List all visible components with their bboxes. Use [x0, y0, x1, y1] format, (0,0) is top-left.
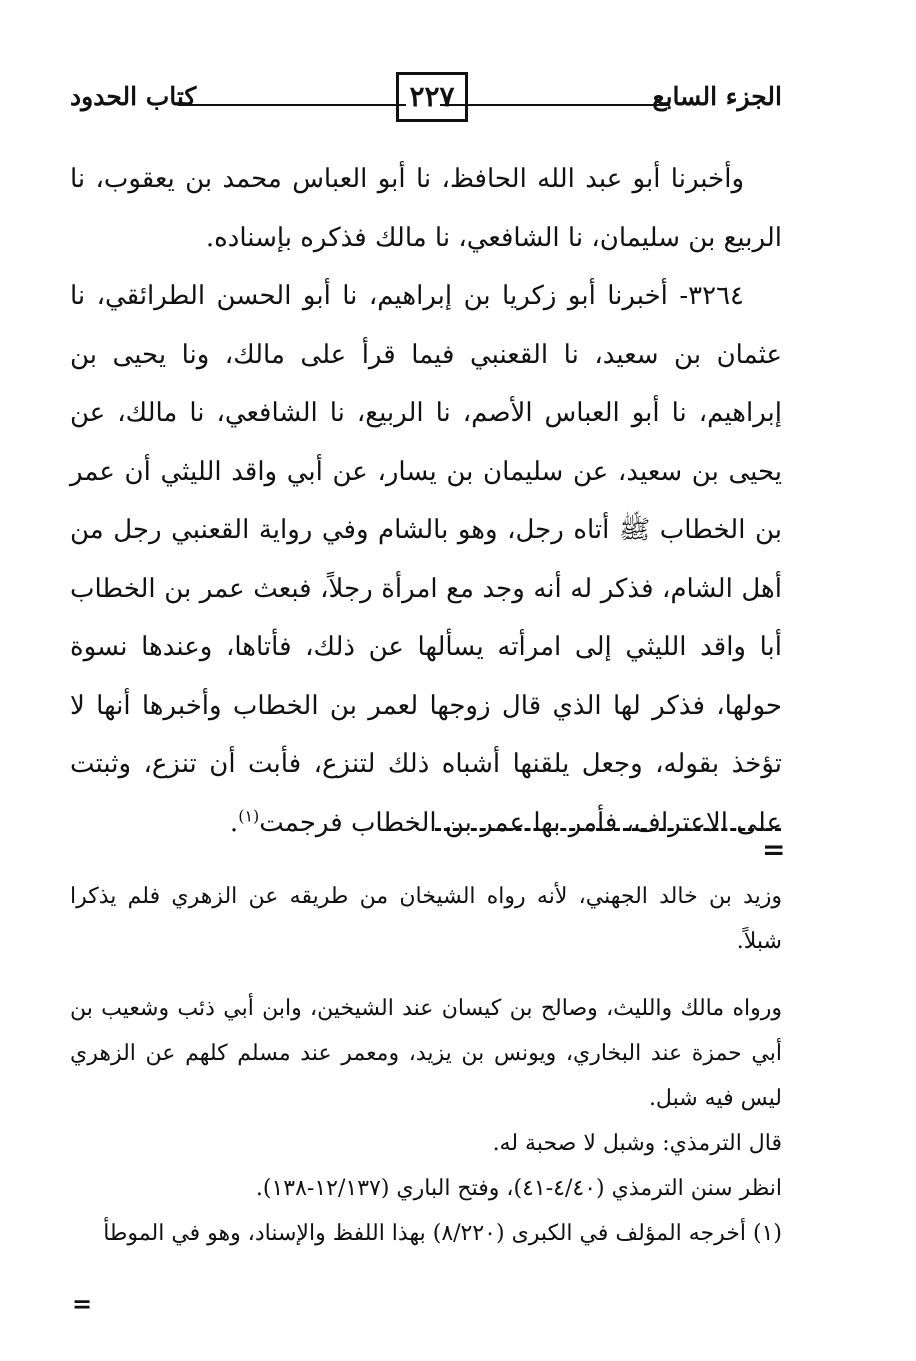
paragraph-2-text: ٣٢٦٤- أخبرنا أبو زكريا بن إبراهيم، نا أبو الحسن الطرائقي، نا عثمان بن سعيد، نا القعنبي فيما قرأ على مالك، ونا يحيى بن إبراهيم، نا أبو العباس الأصم، نا الربيع، نا الشافعي، نا مالك، عن يحيى بن سعيد، عن سليمان بن يسار، عن أبي واقد الليثي أن عمر بن الخطاب ﷺ أتاه رجل، وهو بالشام وفي رواية القعنبي رجل من أهل الشام، فذكر له أنه وجد مع امرأة رجلاً، فبعث عمر بن الخطاب أبا واقد الليثي إلى امرأته يسألها عن ذلك، فأتاها، وعندها نسوة حولها، فذكر لها الذي قال زوجها لعمر بن الخطاب وأخبرها أنها لا تؤخذ بقوله، وجعل يلقنها أشباه ذلك لتنزع، فأبت أن تنزع، وثبتت على الاعتراف، فأمر بها عمر بن الخطاب فرجمت	[70, 281, 782, 838]
continuation-mark-bottom: =	[72, 1289, 93, 1318]
book-title: كتاب الحدود	[70, 82, 197, 111]
continuation-mark: =	[762, 833, 786, 866]
running-header	[70, 72, 782, 124]
note-continuation-2: ورواه مالك والليث، وصالح بن كيسان عند الشيخين، وابن أبي ذئب وشعيب بن أبي حمزة عند البخاري، ويونس بن يزيد، ومعمر عند مسلم كلهم عن الزهري ليس فيه شبل.	[70, 996, 782, 1111]
main-text	[70, 150, 782, 852]
header-rule-left	[178, 104, 406, 106]
paragraph-2: ٣٢٦٤- أخبرنا أبو زكريا بن إبراهيم، نا أبو الحسن الطرائقي، نا عثمان بن سعيد، نا القعنبي فيما قرأ على مالك، ونا يحيى بن إبراهيم، نا أبو العباس الأصم، نا الربيع، نا الشافعي، نا مالك، عن يحيى بن سعيد، عن سليمان بن يسار، عن أبي واقد الليثي أن عمر بن الخطاب ﷺ أتاه رجل، وهو بالشام وفي رواية القعنبي رجل من أهل الشام، فذكر له أنه وجد مع امرأة رجلاً، فبعث عمر بن الخطاب أبا واقد الليثي إلى امرأته يسألها عن ذلك، فأتاها، وعندها نسوة حولها، فذكر لها الذي قال زوجها لعمر بن الخطاب وأخبرها أنها لا تؤخذ بقوله، وجعل يلقنها أشباه ذلك لتنزع، فأبت أن تنزع، وثبتت على الاعتراف، فأمر بها عمر بن الخطاب فرجمت$^{(١)}$.	[70, 281, 782, 838]
footnote-ref: (١)	[238, 805, 260, 825]
note-continuation-3: قال الترمذي: وشبل لا صحبة له.	[492, 1131, 782, 1156]
volume-title: الجزء السابع	[652, 82, 782, 111]
footnotes	[70, 874, 782, 1256]
page-number: ٢٢٧	[396, 72, 468, 122]
footnote-separator	[435, 828, 781, 831]
note-continuation-4: انظر سنن الترمذي (٤/٤٠-٤١)، وفتح الباري (١٢/١٣٧-١٣٨).	[255, 1176, 782, 1201]
note-continuation-1: وزيد بن خالد الجهني، لأنه رواه الشيخان من طريقه عن الزهري فلم يذكرا شبلاً.	[70, 884, 782, 954]
header-rule-right	[440, 104, 670, 106]
paragraph-1: وأخبرنا أبو عبد الله الحافظ، نا أبو العباس محمد بن يعقوب، نا الربيع بن سليمان، نا الشافعي، نا مالك فذكره بإسناده.	[70, 164, 782, 253]
footnote-1: (١) أخرجه المؤلف في الكبرى (٨/٢٢٠) بهذا اللفظ والإسناد، وهو في الموطأ	[103, 1221, 782, 1246]
